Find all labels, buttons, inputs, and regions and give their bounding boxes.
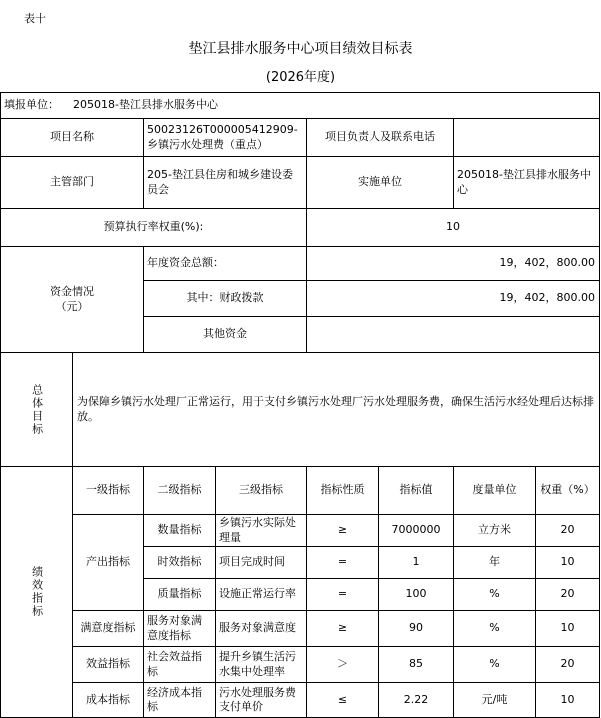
perf-row-nature: = [306, 578, 378, 610]
goal-text: 为保障乡镇污水处理厂正常运行，用于支付乡镇污水处理厂污水处理服务费，确保生活污水经处理后达标排放。 [72, 352, 600, 466]
perf-row-weight: 10 [535, 546, 600, 578]
perf-row-l2: 服务对象满意度指标 [143, 610, 215, 646]
perf-row-l3: 服务对象满意度 [215, 610, 306, 646]
leader-label: 项目负责人及联系电话 [306, 118, 453, 156]
perf-row-weight: 20 [535, 514, 600, 546]
perf-row-weight: 20 [535, 646, 600, 682]
perf-header-weight: 权重（%） [535, 466, 600, 514]
perf-row-unit: % [453, 646, 535, 682]
perf-label: 绩效指标 [30, 566, 44, 618]
perf-l1-output: 产出指标 [72, 514, 143, 610]
perf-row-l2: 时效指标 [143, 546, 215, 578]
perf-row-l1: 满意度指标 [72, 610, 143, 646]
perf-row-l3: 项目完成时间 [215, 546, 306, 578]
perf-row-l1: 成本指标 [72, 682, 143, 718]
perf-row-l2: 经济成本指标 [143, 682, 215, 718]
perf-row-value: 1 [378, 546, 453, 578]
fill-unit-row [0, 92, 600, 118]
perf-row-value: 85 [378, 646, 453, 682]
exec-weight-label: 预算执行率权重(%): [0, 208, 306, 246]
exec-weight-value: 10 [306, 208, 600, 246]
fill-unit-label: 填报单位： [4, 98, 59, 112]
perf-row-unit: 年 [453, 546, 535, 578]
perf-header-unit: 度量单位 [453, 466, 535, 514]
perf-row-nature: ≥ [306, 610, 378, 646]
perf-row-value: 100 [378, 578, 453, 610]
perf-row-l1: 效益指标 [72, 646, 143, 682]
perf-row-weight: 10 [535, 682, 600, 718]
table-tag: 表十 [24, 12, 46, 25]
perf-row-l2: 质量指标 [143, 578, 215, 610]
perf-header-nature: 指标性质 [306, 466, 378, 514]
perf-row-value: 90 [378, 610, 453, 646]
perf-row-unit: 元/吨 [453, 682, 535, 718]
perf-row-l2: 数量指标 [143, 514, 215, 546]
perf-row-unit: 立方米 [453, 514, 535, 546]
funds-total-value: 19，402，800.00 [306, 246, 600, 280]
goal-label-cell [0, 352, 72, 466]
perf-row-value: 2.22 [378, 682, 453, 718]
perf-row-nature: ＞ [306, 646, 378, 682]
funds-fiscal-label: 其中：财政拨款 [143, 280, 306, 316]
impl-unit-value: 205018-垫江县排水服务中心 [453, 156, 600, 208]
perf-row-weight: 20 [535, 578, 600, 610]
perf-header-l3: 三级指标 [215, 466, 306, 514]
goal-label: 总体目标 [30, 383, 44, 436]
project-name-label: 项目名称 [0, 118, 143, 156]
perf-row-unit: % [453, 610, 535, 646]
perf-row-nature: ≤ [306, 682, 378, 718]
funds-fiscal-value: 19，402，800.00 [306, 280, 600, 316]
funds-other-value [306, 316, 600, 352]
perf-row-nature: = [306, 546, 378, 578]
perf-row-value: 7000000 [378, 514, 453, 546]
perf-row-l3: 乡镇污水实际处理量 [215, 514, 306, 546]
funds-total-label: 年度资金总额： [143, 246, 306, 280]
perf-row-weight: 10 [535, 610, 600, 646]
fill-unit-value: 205018-垫江县排水服务中心 [73, 98, 218, 112]
perf-header-value: 指标值 [378, 466, 453, 514]
funds-label: 资金情况 （元） [0, 246, 143, 352]
year-subtitle: (2026年度) [265, 70, 336, 85]
perf-label-cell [0, 466, 72, 718]
leader-value [453, 118, 600, 156]
project-name-value: 50023126T000005412909-乡镇污水处理费（重点） [143, 118, 306, 156]
perf-row-nature: ≥ [306, 514, 378, 546]
perf-row-l2: 社会效益指标 [143, 646, 215, 682]
perf-header-l1: 一级指标 [72, 466, 143, 514]
perf-row-l3: 提升乡镇生活污水集中处理率 [215, 646, 306, 682]
authority-value: 205-垫江县住房和城乡建设委员会 [143, 156, 306, 208]
perf-header-l2: 二级指标 [143, 466, 215, 514]
page-title: 垫江县排水服务中心项目绩效目标表 [188, 41, 413, 57]
authority-label: 主管部门 [0, 156, 143, 208]
impl-unit-label: 实施单位 [306, 156, 453, 208]
perf-row-l3: 污水处理服务费支付单价 [215, 682, 306, 718]
funds-other-label: 其他资金 [143, 316, 306, 352]
form-table [0, 92, 601, 718]
perf-row-l3: 设施正常运行率 [215, 578, 306, 610]
perf-row-unit: % [453, 578, 535, 610]
